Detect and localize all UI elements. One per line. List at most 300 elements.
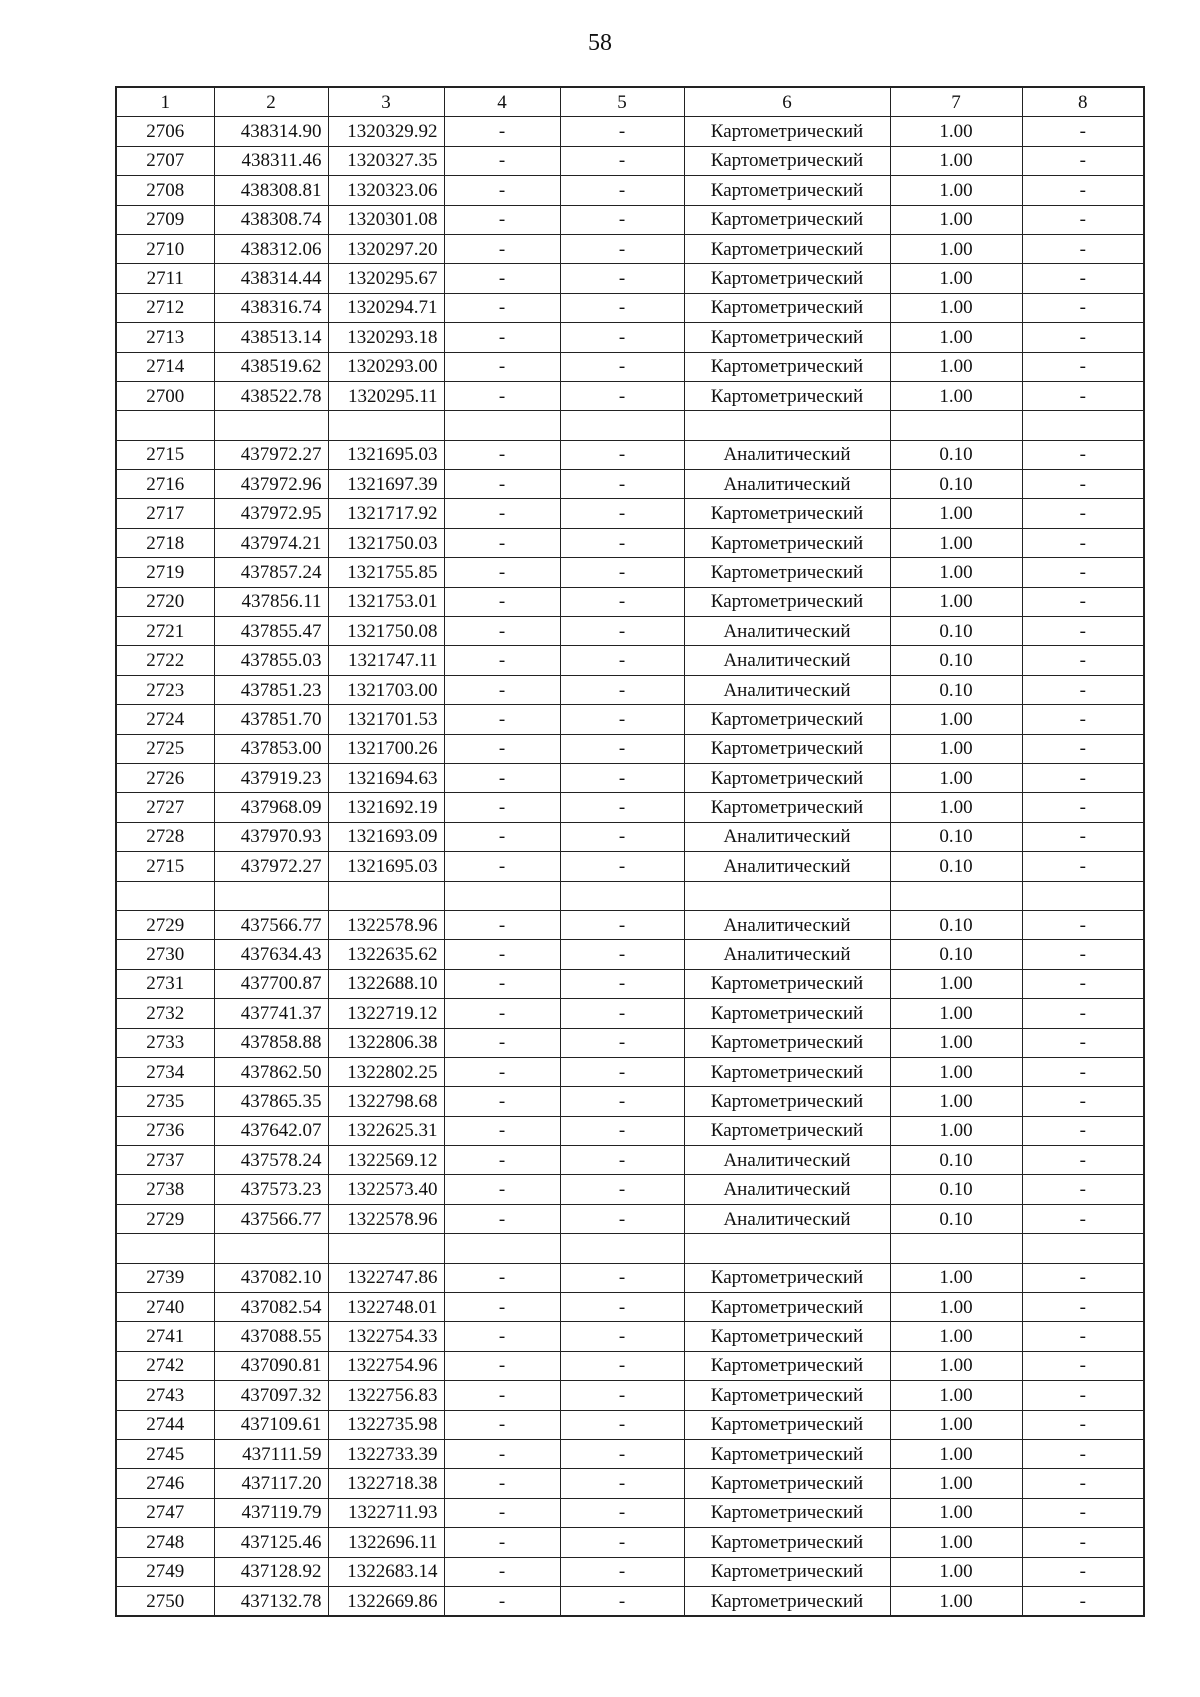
empty-cell xyxy=(684,1234,890,1263)
table-cell: - xyxy=(444,381,560,410)
table-cell: - xyxy=(560,793,684,822)
table-cell: Картометрический xyxy=(684,293,890,322)
table-cell: 1.00 xyxy=(890,528,1022,557)
table-cell: Аналитический xyxy=(684,675,890,704)
table-cell: 1320329.92 xyxy=(328,117,444,146)
empty-cell xyxy=(1022,411,1144,440)
table-row xyxy=(116,499,1144,528)
table-cell: - xyxy=(560,1293,684,1322)
table-cell: - xyxy=(560,1498,684,1527)
table-cell: - xyxy=(560,1116,684,1145)
table-row xyxy=(116,1087,1144,1116)
table-cell: 437919.23 xyxy=(214,763,328,792)
table-cell: 1.00 xyxy=(890,1116,1022,1145)
table-cell: Картометрический xyxy=(684,1293,890,1322)
table-cell: - xyxy=(1022,293,1144,322)
table-cell: - xyxy=(1022,940,1144,969)
table-cell: - xyxy=(560,146,684,175)
table-cell: 437855.03 xyxy=(214,646,328,675)
table-cell: 1321703.00 xyxy=(328,675,444,704)
table-cell: 438522.78 xyxy=(214,381,328,410)
table-row xyxy=(116,176,1144,205)
table-row xyxy=(116,646,1144,675)
table-cell: 1322718.38 xyxy=(328,1469,444,1498)
table-cell: Аналитический xyxy=(684,440,890,469)
table-cell: - xyxy=(1022,1175,1144,1204)
table-cell: 2716 xyxy=(116,470,214,499)
table-cell: 2708 xyxy=(116,176,214,205)
table-cell: 2746 xyxy=(116,1469,214,1498)
table-cell: - xyxy=(1022,852,1144,881)
table-cell: - xyxy=(444,176,560,205)
table-cell: - xyxy=(560,910,684,939)
table-cell: 2745 xyxy=(116,1439,214,1468)
table-cell: 437082.10 xyxy=(214,1263,328,1292)
table-cell: Картометрический xyxy=(684,1263,890,1292)
table-cell: - xyxy=(560,763,684,792)
table-cell: - xyxy=(560,1557,684,1586)
table-row xyxy=(116,969,1144,998)
table-cell: - xyxy=(444,587,560,616)
table-cell: 1322578.96 xyxy=(328,910,444,939)
table-row xyxy=(116,1116,1144,1145)
table-cell: 1.00 xyxy=(890,205,1022,234)
table-cell: - xyxy=(560,940,684,969)
table-cell: 437700.87 xyxy=(214,969,328,998)
table-row xyxy=(116,146,1144,175)
table-cell: - xyxy=(560,117,684,146)
table-cell: 1.00 xyxy=(890,1263,1022,1292)
table-cell: 437741.37 xyxy=(214,999,328,1028)
table-cell: 1322625.31 xyxy=(328,1116,444,1145)
table-cell: 2743 xyxy=(116,1381,214,1410)
table-cell: - xyxy=(1022,234,1144,263)
table-cell: 2724 xyxy=(116,705,214,734)
table-cell: 437097.32 xyxy=(214,1381,328,1410)
table-cell: - xyxy=(444,117,560,146)
table-cell: 1.00 xyxy=(890,999,1022,1028)
table-cell: - xyxy=(444,146,560,175)
empty-cell xyxy=(444,1234,560,1263)
table-cell: Аналитический xyxy=(684,940,890,969)
table-cell: 1322578.96 xyxy=(328,1204,444,1233)
table-cell: 438308.74 xyxy=(214,205,328,234)
table-row xyxy=(116,1586,1144,1616)
table-cell: 437858.88 xyxy=(214,1028,328,1057)
table-cell: Картометрический xyxy=(684,587,890,616)
table-cell: - xyxy=(1022,793,1144,822)
table-cell: 0.10 xyxy=(890,1175,1022,1204)
table-row xyxy=(116,352,1144,381)
table-cell: 437111.59 xyxy=(214,1439,328,1468)
table-cell: 437857.24 xyxy=(214,558,328,587)
table-cell: 437566.77 xyxy=(214,1204,328,1233)
table-cell: - xyxy=(444,1498,560,1527)
table-cell: 437972.27 xyxy=(214,440,328,469)
table-cell: Картометрический xyxy=(684,1057,890,1086)
table-cell: 1320293.00 xyxy=(328,352,444,381)
table-cell: - xyxy=(560,617,684,646)
table-cell: 2729 xyxy=(116,910,214,939)
table-cell: - xyxy=(444,323,560,352)
table-separator-row xyxy=(116,1234,1144,1263)
table-cell: 437132.78 xyxy=(214,1586,328,1616)
table-cell: - xyxy=(560,323,684,352)
table-cell: - xyxy=(1022,1028,1144,1057)
table-cell: 437090.81 xyxy=(214,1351,328,1380)
table-cell: 437566.77 xyxy=(214,910,328,939)
table-row xyxy=(116,1322,1144,1351)
table-cell: - xyxy=(1022,587,1144,616)
table-cell: - xyxy=(1022,822,1144,851)
table-cell: 438513.14 xyxy=(214,323,328,352)
table-cell: Картометрический xyxy=(684,264,890,293)
table-cell: 1.00 xyxy=(890,558,1022,587)
table-cell: Картометрический xyxy=(684,969,890,998)
table-cell: 1322719.12 xyxy=(328,999,444,1028)
table-row xyxy=(116,910,1144,939)
table-cell: - xyxy=(444,1028,560,1057)
table-cell: 1321697.39 xyxy=(328,470,444,499)
table-cell: 437117.20 xyxy=(214,1469,328,1498)
table-cell: 1320293.18 xyxy=(328,323,444,352)
table-cell: - xyxy=(560,1263,684,1292)
table-cell: - xyxy=(1022,1498,1144,1527)
table-cell: 2750 xyxy=(116,1586,214,1616)
table-cell: 437856.11 xyxy=(214,587,328,616)
table-cell: - xyxy=(444,1351,560,1380)
table-cell: - xyxy=(560,499,684,528)
table-cell: - xyxy=(444,675,560,704)
table-cell: 438316.74 xyxy=(214,293,328,322)
table-cell: - xyxy=(560,528,684,557)
table-row xyxy=(116,1351,1144,1380)
table-cell: 2715 xyxy=(116,852,214,881)
table-cell: - xyxy=(444,1322,560,1351)
table-cell: - xyxy=(444,234,560,263)
table-cell: - xyxy=(1022,352,1144,381)
table-cell: - xyxy=(1022,1351,1144,1380)
table-cell: 2734 xyxy=(116,1057,214,1086)
table-cell: - xyxy=(1022,1057,1144,1086)
table-cell: 1321693.09 xyxy=(328,822,444,851)
table-row xyxy=(116,1204,1144,1233)
table-cell: 1320323.06 xyxy=(328,176,444,205)
table-cell: 437851.23 xyxy=(214,675,328,704)
table-cell: - xyxy=(1022,117,1144,146)
table-cell: 437853.00 xyxy=(214,734,328,763)
table-cell: - xyxy=(1022,1557,1144,1586)
table-cell: - xyxy=(560,1381,684,1410)
table-cell: 437970.93 xyxy=(214,822,328,851)
table-cell: Картометрический xyxy=(684,117,890,146)
table-cell: 437578.24 xyxy=(214,1146,328,1175)
table-cell: - xyxy=(1022,558,1144,587)
table-cell: Картометрический xyxy=(684,1116,890,1145)
table-cell: 1.00 xyxy=(890,323,1022,352)
table-cell: 438308.81 xyxy=(214,176,328,205)
table-row xyxy=(116,1381,1144,1410)
table-cell: Картометрический xyxy=(684,234,890,263)
table-row xyxy=(116,675,1144,704)
table-cell: - xyxy=(1022,381,1144,410)
table-cell: - xyxy=(560,1586,684,1616)
table-cell: 437634.43 xyxy=(214,940,328,969)
table-cell: 437082.54 xyxy=(214,1293,328,1322)
table-cell: 2738 xyxy=(116,1175,214,1204)
table-cell: - xyxy=(1022,1116,1144,1145)
table-cell: 2711 xyxy=(116,264,214,293)
table-cell: Картометрический xyxy=(684,558,890,587)
table-row xyxy=(116,264,1144,293)
table-cell: 2733 xyxy=(116,1028,214,1057)
table-cell: 1322754.96 xyxy=(328,1351,444,1380)
table-cell: 1320327.35 xyxy=(328,146,444,175)
table-cell: - xyxy=(444,969,560,998)
table-cell: - xyxy=(1022,499,1144,528)
table-cell: 1322733.39 xyxy=(328,1439,444,1468)
coordinates-table xyxy=(115,86,1145,1617)
table-cell: 1.00 xyxy=(890,1498,1022,1527)
table-cell: - xyxy=(444,999,560,1028)
table-cell: 1.00 xyxy=(890,1557,1022,1586)
table-cell: 1322569.12 xyxy=(328,1146,444,1175)
table-cell: Аналитический xyxy=(684,646,890,675)
table-cell: - xyxy=(560,1175,684,1204)
table-cell: 0.10 xyxy=(890,617,1022,646)
empty-cell xyxy=(890,881,1022,910)
table-cell: Картометрический xyxy=(684,1410,890,1439)
table-cell: 1321750.08 xyxy=(328,617,444,646)
table-cell: 2712 xyxy=(116,293,214,322)
table-row xyxy=(116,1498,1144,1527)
table-cell: - xyxy=(444,293,560,322)
table-row xyxy=(116,440,1144,469)
table-cell: - xyxy=(1022,646,1144,675)
table-row xyxy=(116,528,1144,557)
table-cell: - xyxy=(444,734,560,763)
table-cell: 1.00 xyxy=(890,234,1022,263)
table-cell: Картометрический xyxy=(684,528,890,557)
table-cell: - xyxy=(1022,734,1144,763)
table-cell: 2726 xyxy=(116,763,214,792)
table-cell: - xyxy=(1022,1469,1144,1498)
table-row xyxy=(116,234,1144,263)
table-cell: 2719 xyxy=(116,558,214,587)
empty-cell xyxy=(1022,881,1144,910)
table-cell: 1321700.26 xyxy=(328,734,444,763)
table-cell: - xyxy=(444,763,560,792)
empty-cell xyxy=(890,1234,1022,1263)
table-cell: 2720 xyxy=(116,587,214,616)
column-header: 3 xyxy=(328,87,444,117)
table-cell: - xyxy=(444,558,560,587)
table-cell: 0.10 xyxy=(890,822,1022,851)
table-cell: 2700 xyxy=(116,381,214,410)
table-row xyxy=(116,617,1144,646)
table-cell: 0.10 xyxy=(890,440,1022,469)
table-cell: - xyxy=(444,1439,560,1468)
table-row xyxy=(116,1469,1144,1498)
table-cell: Картометрический xyxy=(684,705,890,734)
table-cell: 2717 xyxy=(116,499,214,528)
table-cell: - xyxy=(1022,1146,1144,1175)
table-cell: 2741 xyxy=(116,1322,214,1351)
table-cell: Картометрический xyxy=(684,1028,890,1057)
table-cell: Картометрический xyxy=(684,999,890,1028)
table-cell: - xyxy=(1022,1586,1144,1616)
table-cell: 2742 xyxy=(116,1351,214,1380)
table-cell: 1.00 xyxy=(890,705,1022,734)
table-cell: - xyxy=(444,1087,560,1116)
table-cell: 1321753.01 xyxy=(328,587,444,616)
empty-cell xyxy=(116,411,214,440)
table-row xyxy=(116,852,1144,881)
table-cell: 437972.27 xyxy=(214,852,328,881)
table-row xyxy=(116,734,1144,763)
table-cell: 437119.79 xyxy=(214,1498,328,1527)
table-cell: Аналитический xyxy=(684,822,890,851)
table-cell: - xyxy=(560,470,684,499)
table-cell: - xyxy=(560,1204,684,1233)
table-cell: 1322669.86 xyxy=(328,1586,444,1616)
table-cell: - xyxy=(444,1293,560,1322)
table-cell: Картометрический xyxy=(684,1498,890,1527)
table-cell: 2730 xyxy=(116,940,214,969)
table-cell: - xyxy=(444,499,560,528)
table-cell: - xyxy=(560,440,684,469)
table-cell: 1.00 xyxy=(890,969,1022,998)
table-cell: - xyxy=(1022,440,1144,469)
table-cell: 1321717.92 xyxy=(328,499,444,528)
table-cell: - xyxy=(560,558,684,587)
table-cell: - xyxy=(444,440,560,469)
table-cell: 2735 xyxy=(116,1087,214,1116)
table-cell: 1320295.11 xyxy=(328,381,444,410)
empty-cell xyxy=(444,881,560,910)
table-cell: 1.00 xyxy=(890,1381,1022,1410)
table-cell: 1.00 xyxy=(890,146,1022,175)
table-cell: - xyxy=(1022,528,1144,557)
table-cell: 0.10 xyxy=(890,1146,1022,1175)
empty-cell xyxy=(116,881,214,910)
table-cell: Картометрический xyxy=(684,381,890,410)
table-row xyxy=(116,323,1144,352)
table-cell: 2727 xyxy=(116,793,214,822)
table-cell: - xyxy=(1022,146,1144,175)
table-cell: Аналитический xyxy=(684,852,890,881)
table-cell: 1.00 xyxy=(890,1351,1022,1380)
empty-cell xyxy=(328,411,444,440)
table-cell: 1321694.63 xyxy=(328,763,444,792)
table-cell: 437642.07 xyxy=(214,1116,328,1145)
table-cell: - xyxy=(444,1204,560,1233)
table-row xyxy=(116,587,1144,616)
table-cell: - xyxy=(444,1381,560,1410)
table-cell: - xyxy=(444,352,560,381)
table-cell: - xyxy=(560,734,684,763)
table-cell: - xyxy=(560,852,684,881)
table-cell: 438314.44 xyxy=(214,264,328,293)
table-cell: 0.10 xyxy=(890,675,1022,704)
empty-cell xyxy=(560,881,684,910)
table-cell: 437865.35 xyxy=(214,1087,328,1116)
table-cell: Картометрический xyxy=(684,499,890,528)
table-separator-row xyxy=(116,411,1144,440)
table-cell: 1322696.11 xyxy=(328,1528,444,1557)
table-cell: - xyxy=(1022,1439,1144,1468)
table-cell: - xyxy=(444,1586,560,1616)
table-cell: 0.10 xyxy=(890,910,1022,939)
table-cell: 1322711.93 xyxy=(328,1498,444,1527)
table-cell: Картометрический xyxy=(684,352,890,381)
empty-cell xyxy=(444,411,560,440)
table-cell: 2713 xyxy=(116,323,214,352)
table-cell: - xyxy=(560,969,684,998)
table-cell: - xyxy=(1022,1263,1144,1292)
table-cell: 1320297.20 xyxy=(328,234,444,263)
table-cell: 2740 xyxy=(116,1293,214,1322)
table-cell: 1.00 xyxy=(890,1322,1022,1351)
empty-cell xyxy=(214,1234,328,1263)
table-cell: 1321695.03 xyxy=(328,440,444,469)
table-cell: - xyxy=(560,1410,684,1439)
table-cell: 1321695.03 xyxy=(328,852,444,881)
column-header: 8 xyxy=(1022,87,1144,117)
table-cell: 437862.50 xyxy=(214,1057,328,1086)
table-cell: 1.00 xyxy=(890,499,1022,528)
table-row xyxy=(116,1028,1144,1057)
empty-cell xyxy=(560,411,684,440)
table-cell: 0.10 xyxy=(890,1204,1022,1233)
table-cell: 2744 xyxy=(116,1410,214,1439)
table-row xyxy=(116,940,1144,969)
table-row xyxy=(116,705,1144,734)
table-cell: 437855.47 xyxy=(214,617,328,646)
table-cell: Картометрический xyxy=(684,146,890,175)
table-cell: 437088.55 xyxy=(214,1322,328,1351)
table-cell: - xyxy=(1022,264,1144,293)
table-cell: Картометрический xyxy=(684,1381,890,1410)
table-row xyxy=(116,470,1144,499)
table-cell: - xyxy=(1022,1322,1144,1351)
table-cell: - xyxy=(560,646,684,675)
table-cell: 1.00 xyxy=(890,1087,1022,1116)
table-cell: Аналитический xyxy=(684,910,890,939)
column-header: 2 xyxy=(214,87,328,117)
table-cell: 437128.92 xyxy=(214,1557,328,1586)
empty-cell xyxy=(214,881,328,910)
table-cell: - xyxy=(444,1263,560,1292)
table-row xyxy=(116,763,1144,792)
table-cell: Картометрический xyxy=(684,1322,890,1351)
table-cell: Картометрический xyxy=(684,1469,890,1498)
table-cell: - xyxy=(560,1469,684,1498)
table-cell: 2737 xyxy=(116,1146,214,1175)
empty-cell xyxy=(560,1234,684,1263)
table-cell: Аналитический xyxy=(684,617,890,646)
table-cell: 2709 xyxy=(116,205,214,234)
table-cell: 2718 xyxy=(116,528,214,557)
table-cell: 1322688.10 xyxy=(328,969,444,998)
table-cell: 437109.61 xyxy=(214,1410,328,1439)
table-cell: - xyxy=(560,1322,684,1351)
table-cell: - xyxy=(560,352,684,381)
empty-cell xyxy=(214,411,328,440)
table-cell: 2722 xyxy=(116,646,214,675)
table-row xyxy=(116,822,1144,851)
table-cell: 2731 xyxy=(116,969,214,998)
